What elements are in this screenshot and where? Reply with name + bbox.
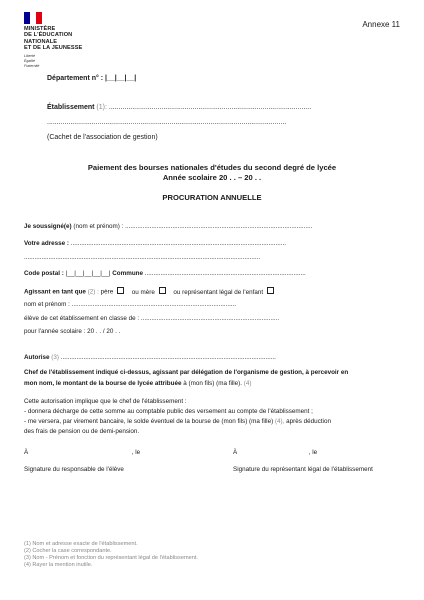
footnotes xyxy=(24,541,198,569)
classe-field[interactable]: ............................................................................... xyxy=(140,315,280,322)
checkbox-representant[interactable] xyxy=(267,287,274,294)
ministry-name-line: NATIONALE xyxy=(24,38,58,45)
motto-line: Égalité xyxy=(24,58,35,63)
adresse-field[interactable]: ........................................................................................................................... xyxy=(70,240,286,247)
commune-field[interactable]: ............................................................................................ xyxy=(144,270,306,277)
procuration-title: PROCURATION ANNUELLE xyxy=(162,193,262,202)
checkbox-pere[interactable] xyxy=(117,287,124,294)
autorise-row xyxy=(24,354,276,361)
date-label: , le xyxy=(308,449,318,456)
option-representant-label: ou représentant légal de l'enfant xyxy=(173,288,264,296)
footnote-ref: (2) : xyxy=(87,288,99,296)
autorisation-line-2: - donnera décharge de cette somme au comptable public des versement au compte de l'établissement ; xyxy=(24,408,313,415)
checkbox-mere[interactable] xyxy=(159,287,166,294)
code-postal-field[interactable]: |__|__|__|__|__| xyxy=(65,270,111,277)
footnote: (2) Cocher la case correspondante. xyxy=(24,548,112,554)
commune-label: Commune xyxy=(112,270,144,277)
soussigne-field[interactable]: ........................................................................................................... xyxy=(125,223,313,230)
footnote-ref: (4), xyxy=(274,418,285,425)
nom-label: nom et prénom : xyxy=(24,301,70,308)
autorisation-line-1: Cette autorisation implique que le chef de l'établissement : xyxy=(24,398,187,405)
footnote-ref: (1): xyxy=(96,104,107,111)
adresse-row xyxy=(24,240,286,247)
departement-row xyxy=(47,75,136,82)
footnote: (4) Rayer la mention inutile. xyxy=(24,562,93,568)
option-pere-label: père xyxy=(100,288,114,296)
signature-parent-label: Signature du responsable de l'élève xyxy=(24,466,124,473)
chef-paragraph-line-2 xyxy=(24,380,251,387)
adresse-line-2[interactable]: ....................................................................................................................................... xyxy=(24,254,261,261)
cachet-label: (Cachet de l'association de gestion) xyxy=(47,134,158,141)
school-year-title: Année scolaire 20 . . – 20 . . xyxy=(162,173,262,182)
nom-row xyxy=(24,301,236,308)
departement-boxes[interactable]: |__|__|__| xyxy=(105,75,137,82)
annee-scolaire-label: pour l'année scolaire : 20 . . / 20 . . xyxy=(24,328,121,335)
signature-etablissement-label: Signature du représentant légal de l'établissement xyxy=(233,466,373,473)
autorise-field[interactable]: ........................................................................................................................... xyxy=(60,354,276,361)
ministry-name-line: DE L'ÉDUCATION xyxy=(24,32,73,39)
classe-row xyxy=(24,315,279,322)
autorisation-text-cont: après déduction xyxy=(286,418,331,425)
place-date-right xyxy=(233,449,317,456)
footnote-ref: (3) xyxy=(51,354,59,361)
soussigne-label: Je soussigné(e) xyxy=(24,223,72,230)
ministry-name-line: ET DE LA JEUNESSE xyxy=(24,45,83,52)
chef-bold-text: mon nom, le montant de la bourse de lycée attribuée xyxy=(24,380,182,387)
footnote: (1) Nom et adresse exacte de l'établissement. xyxy=(24,541,138,547)
classe-label: élève de cet établissement en classe de : xyxy=(24,315,140,322)
code-postal-row xyxy=(24,270,306,277)
etablissement-label: Établissement xyxy=(47,104,95,111)
code-postal-label: Code postal : xyxy=(24,270,64,277)
annex-label: Annexe 11 xyxy=(362,20,400,29)
place-date-left xyxy=(24,449,140,456)
etablissement-row xyxy=(47,104,311,111)
motto-line: Liberté xyxy=(24,53,35,58)
soussigne-note: (nom et prénom) : xyxy=(73,223,124,230)
footnote: (3) Nom - Prénom et fonction du représentant légal de l'établissement. xyxy=(24,555,198,561)
agissant-label: Agissant en tant que xyxy=(24,288,86,296)
nom-field[interactable]: .............................................................................................. xyxy=(71,301,237,308)
autorisation-text: - me versera, par virement bancaire, le solde éventuel de la bourse de (mon fils) (ma fille) xyxy=(24,418,274,425)
autorisation-line-3 xyxy=(24,418,331,425)
etablissement-field[interactable]: ........................................................................................................ xyxy=(108,104,312,111)
chef-tail-text: à (mon fils) (ma fille). xyxy=(183,380,242,387)
departement-label: Département n° : xyxy=(47,75,104,82)
document-title: Paiement des bourses nationales d'études du second degré de lycée xyxy=(87,163,337,172)
autorise-label: Autorise xyxy=(24,354,50,361)
agissant-row xyxy=(24,287,276,296)
date-label: , le xyxy=(131,449,141,456)
etablissement-line-2[interactable]: ........................................................................................................................... xyxy=(47,119,287,126)
place-label: À xyxy=(24,449,29,456)
ministry-name-line: MINISTÈRE xyxy=(24,26,56,32)
place-label: À xyxy=(233,449,238,456)
soussigne-row xyxy=(24,223,312,230)
footnote-ref: (4) xyxy=(243,380,252,387)
french-flag-icon xyxy=(24,12,42,24)
option-mere-label: ou mère xyxy=(131,288,155,296)
adresse-label: Votre adresse : xyxy=(24,240,70,247)
autorisation-line-4: des frais de pension ou de demi-pension. xyxy=(24,428,140,435)
ministry-logo xyxy=(24,12,94,68)
motto-line: Fraternité xyxy=(24,63,40,68)
chef-paragraph-line-1: Chef de l'établissement indiqué ci-dessus, agissant par délégation de l'organisme de gestion, à percevoir en xyxy=(24,369,349,376)
